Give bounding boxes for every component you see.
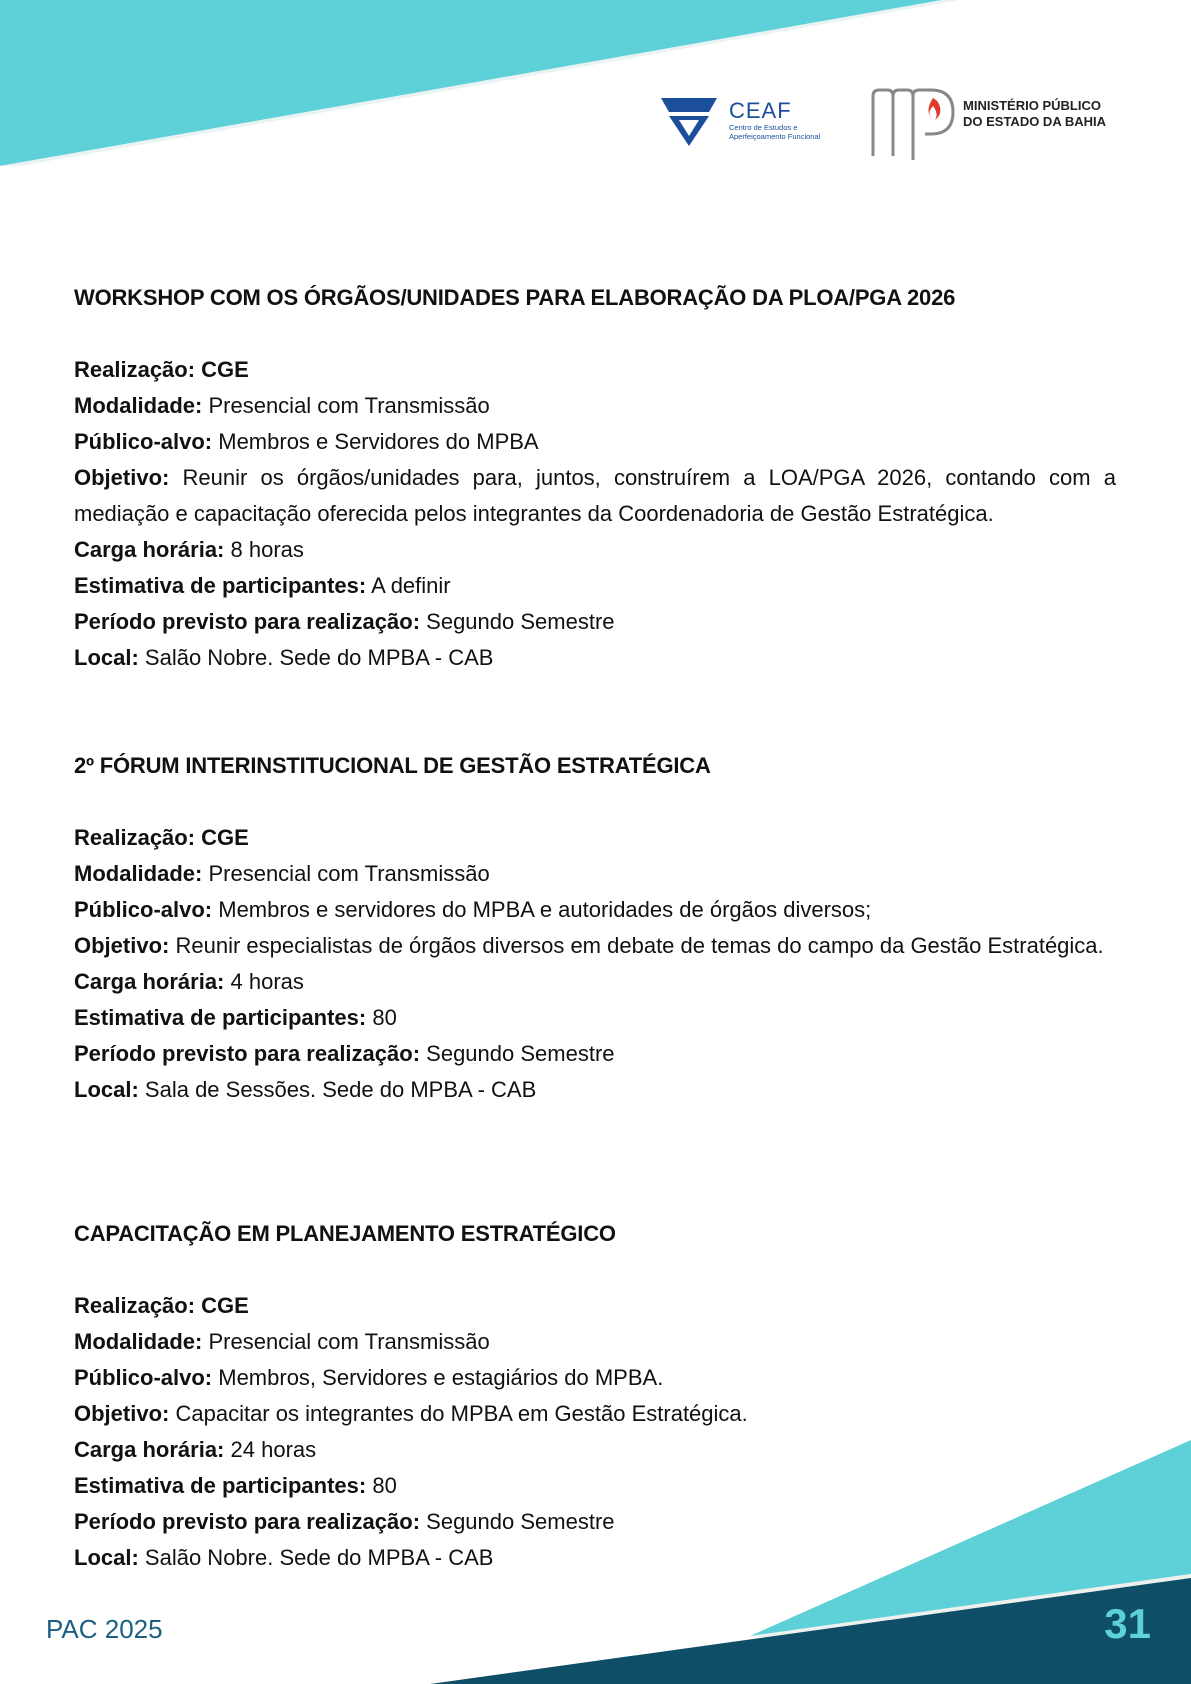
- section-title: 2º FÓRUM INTERINSTITUCIONAL DE GESTÃO ESTRATÉGICA: [74, 753, 711, 778]
- event-section-1: [74, 280, 1116, 676]
- periodo-field: Período previsto para realização: Segundo Semestre: [74, 1041, 615, 1066]
- objetivo-field: Objetivo: Reunir especialistas de órgãos diversos em debate de temas do campo da Gestão Estratégica.: [74, 933, 1104, 958]
- periodo-field: Período previsto para realização: Segundo Semestre: [74, 609, 615, 634]
- carga-field: Carga horária: 24 horas: [74, 1437, 317, 1462]
- publico-field: Público-alvo: Membros, Servidores e estagiários do MPBA.: [74, 1365, 664, 1390]
- realizacao-field: Realização: CGE: [74, 825, 249, 850]
- ceaf-emblem-icon: [659, 90, 719, 150]
- carga-field: Carga horária: 8 horas: [74, 537, 304, 562]
- objetivo-field: Objetivo: Capacitar os integrantes do MPBA em Gestão Estratégica.: [74, 1401, 748, 1426]
- estimativa-field: Estimativa de participantes: 80: [74, 1005, 397, 1030]
- mp-emblem-icon: [869, 86, 959, 160]
- local-field: Local: Salão Nobre. Sede do MPBA - CAB: [74, 1545, 494, 1570]
- periodo-field: Período previsto para realização: Segundo Semestre: [74, 1509, 615, 1534]
- estimativa-field: Estimativa de participantes: 80: [74, 1473, 397, 1498]
- modalidade-field: Modalidade: Presencial com Transmissão: [74, 861, 490, 886]
- section-title: WORKSHOP COM OS ÓRGÃOS/UNIDADES PARA ELABORAÇÃO DA PLOA/PGA 2026: [74, 285, 956, 310]
- section-title: CAPACITAÇÃO EM PLANEJAMENTO ESTRATÉGICO: [74, 1221, 616, 1246]
- event-section-2: [74, 748, 1116, 1108]
- modalidade-field: Modalidade: Presencial com Transmissão: [74, 1329, 490, 1354]
- publico-field: Público-alvo: Membros e servidores do MPBA e autoridades de órgãos diversos;: [74, 897, 872, 922]
- local-field: Local: Sala de Sessões. Sede do MPBA - CAB: [74, 1077, 537, 1102]
- mp-institution-name: MINISTÉRIO PÚBLICO DO ESTADO DA BAHIA: [963, 98, 1106, 129]
- realizacao-field: Realização: CGE: [74, 1293, 249, 1318]
- local-field: Local: Salão Nobre. Sede do MPBA - CAB: [74, 645, 494, 670]
- estimativa-field: Estimativa de participantes: A definir: [74, 573, 451, 598]
- footer-document-label: PAC 2025: [46, 1614, 163, 1644]
- publico-field: Público-alvo: Membros e Servidores do MPBA: [74, 429, 539, 454]
- ceaf-logo: [659, 90, 849, 150]
- ceaf-name: CEAF: [729, 98, 792, 123]
- realizacao-field: Realização: CGE: [74, 357, 249, 382]
- page-number: 31: [1104, 1600, 1151, 1647]
- objetivo-field: Objetivo: Reunir os órgãos/unidades para, juntos, construírem a LOA/PGA 2026, contando com a mediação e capacitação oferecida pelos integrantes da Coordenadoria de Gestão Estratégica.: [74, 465, 1116, 526]
- event-section-3: [74, 1216, 1116, 1576]
- modalidade-field: Modalidade: Presencial com Transmissão: [74, 393, 490, 418]
- mp-logo: [869, 86, 1129, 166]
- ceaf-subtitle: Centro de Estudos e Aperfeiçoamento Funcional: [729, 123, 821, 141]
- carga-field: Carga horária: 4 horas: [74, 969, 304, 994]
